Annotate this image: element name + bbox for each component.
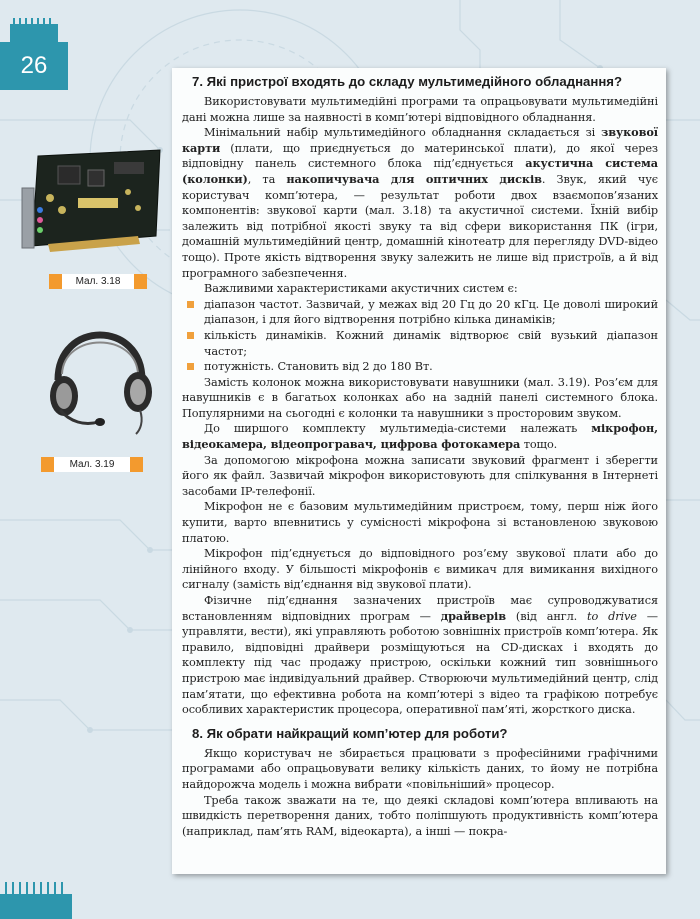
- chip-decoration-top: [6, 18, 62, 42]
- headphones-image: [40, 310, 160, 435]
- page-number: 26: [0, 42, 68, 90]
- section-7-paragraph-7: Мікрофон не є базовим мультимедійним пристроєм, тому, перш ніж його купити, варто впевнитись у сумісності мікрофона зі встановленою звуковою платою.: [182, 500, 658, 545]
- section-8-paragraph-2: Треба також зважати на те, що деякі складові комп’ютера впливають на швидкість перетворення даних, тобто поліпшують продуктивність комп’ютера (наприклад, пам’ять RAM, відеокарта), а інші — покра-: [182, 793, 658, 838]
- section-7-paragraph-6: За допомогою мікрофона можна записати звуковий фрагмент і зберегти його як файл. Зазвичай мікрофон використовують для спілкування в Інтернеті засобами IP-телефонії.: [182, 453, 658, 498]
- list-item: діапазон частот. Зазвичай, у межах від 20 Гц до 20 кГц. Це доволі широкий діапазон, і для його відтворення потрібно кілька динаміків;: [182, 297, 658, 328]
- section-7-paragraph-2: Мінімальний набір мультимедійного обладнання складається зі звукової карти (плати, що приєднується до материнської плати), до якої через відповідну панель системного блока під’єднується акустична система (колонки), та накопичувача для оптичних дисків. Звук, який чує користувач комп’ютера, — результат роботи двох взаємопов’язаних компонентів: звукової карти (мал. 3.18) та акустичної системи. Їхній вибір залежить від потрібної якості звуку та від сфери використання ПК (ігри, домашній мультимедійний центр, домашній кінотеатр для перегляду DVD-відео тощо). Проте якість відтворення звуку залежить не лише від пристроїв, а й від програмного забезпечення.: [182, 125, 659, 280]
- chip-decoration-bottom: [0, 872, 72, 919]
- list-item: потужність. Становить від 2 до 180 Вт.: [182, 359, 658, 375]
- section-7-paragraph-8: Мікрофон під’єднується до відповідного роз’єму звукової плати або до лінійного входу. У більшості мікрофонів є вимикач для вимикання вихідного сигналу (замість від’єднання від звукової плати).: [182, 547, 658, 592]
- section-7-paragraph-1: Використовувати мультимедійні програми та опрацьовувати мультимедійні дані можна лише за наявності в комп’ютері відповідного обладнання.: [182, 95, 658, 124]
- figure-caption-3-18: Мал. 3.18: [62, 274, 134, 289]
- figure-caption-3-19: Мал. 3.19: [54, 457, 130, 472]
- list-item: кількість динаміків. Кожний динамік відтворює свій вузький діапазон частот;: [182, 328, 658, 359]
- section-8-heading: 8. Як обрати найкращий комп’ютер для роботи?: [192, 725, 508, 741]
- section-7-heading: 7. Які пристрої входять до складу мультимедійного обладнання?: [192, 74, 623, 89]
- section-8-paragraph-1: Якщо користувач не збирається працювати з професійними графічними програмами або опрацьовувати велику кількість даних, то йому не потрібна найдорожча модель і можна вибрати «повільніший» процесор.: [182, 746, 658, 791]
- characteristics-list: [182, 297, 658, 375]
- section-7-paragraph-3: Важливими характеристиками акустичних систем є:: [204, 282, 518, 296]
- section-7-paragraph-9: Фізичне під’єднання зазначених пристроїв має супроводжуватися встановленням відповідних програм — драйверів (від англ. to drive — управляти, вести), які управляють роботою зовнішніх пристроїв комп’ютера. Як правило, відповідні драйвери розміщуються на CD-дисках і входять до комплекту під час продажу пристрою, оскільки кожний тип зовнішнього пристрою має індивідуальний драйвер. Створюючи мультимедійний центр, слід пам’ятати, що ефективна робота на комп’ютері з відео та графікою потребує особливих характеристик процесора, оперативної пам’яті, жорсткого диска.: [182, 594, 658, 717]
- sound-card-image: [18, 148, 163, 266]
- section-7-paragraph-4: Замість колонок можна використовувати навушники (мал. 3.19). Роз’єм для навушників є в багатьох колонках або на задній панелі системного блока. Популярними на сьогодні є колонки та навушники з просторовим звуком.: [182, 375, 658, 420]
- section-7-paragraph-5: До ширшого комплекту мультимедіа-системи належать мікрофон, відеокамера, відеопрогравач, цифрова фотокамера тощо.: [182, 421, 658, 452]
- main-text: [182, 72, 658, 839]
